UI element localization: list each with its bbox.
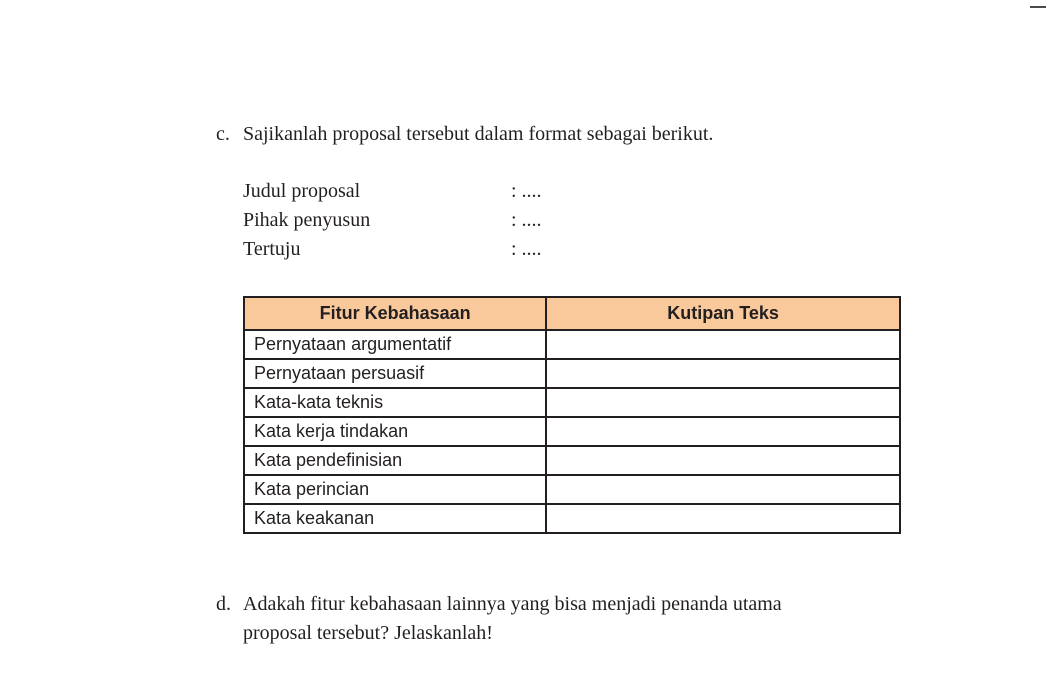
field-value: : ....: [511, 209, 542, 231]
header-kutipan-teks: Kutipan Teks: [546, 297, 900, 330]
quote-cell: [546, 475, 900, 504]
table-row: [244, 330, 900, 359]
quote-cell: [546, 359, 900, 388]
question-d-line2: proposal tersebut? Jelaskanlah!: [243, 622, 493, 644]
feature-cell: Kata pendefinisian: [244, 446, 546, 475]
table-row: [244, 388, 900, 417]
field-label: Pihak penyusun: [243, 209, 371, 231]
header-fitur-kebahasaan: Fitur Kebahasaan: [244, 297, 546, 330]
field-label: Tertuju: [243, 238, 301, 260]
field-row-pihak: [243, 206, 563, 235]
question-d-letter: d.: [216, 593, 231, 615]
question-d-line1: Adakah fitur kebahasaan lainnya yang bisa menjadi penanda utama: [243, 593, 782, 615]
field-value: : ....: [511, 238, 542, 260]
question-c-text: Sajikanlah proposal tersebut dalam format sebagai berikut.: [243, 123, 714, 145]
quote-cell: [546, 330, 900, 359]
feature-cell: Kata perincian: [244, 475, 546, 504]
feature-cell: Kata-kata teknis: [244, 388, 546, 417]
quote-cell: [546, 417, 900, 446]
table-row: [244, 417, 900, 446]
table-row: [244, 359, 900, 388]
feature-table: [243, 296, 901, 534]
quote-cell: [546, 446, 900, 475]
field-label: Judul proposal: [243, 180, 361, 202]
quote-cell: [546, 388, 900, 417]
field-row-judul: [243, 177, 563, 206]
page-corner-mark: [1030, 6, 1046, 8]
field-value: : ....: [511, 180, 542, 202]
table-row: [244, 446, 900, 475]
feature-cell: Kata kerja tindakan: [244, 417, 546, 446]
table-row: [244, 475, 900, 504]
feature-cell: Kata keakanan: [244, 504, 546, 533]
question-c-letter: c.: [216, 123, 230, 145]
table-header-row: [244, 297, 900, 330]
table-row: [244, 504, 900, 533]
feature-cell: Pernyataan persuasif: [244, 359, 546, 388]
field-row-tertuju: [243, 235, 563, 264]
feature-cell: Pernyataan argumentatif: [244, 330, 546, 359]
quote-cell: [546, 504, 900, 533]
proposal-format-fields: [243, 177, 563, 264]
